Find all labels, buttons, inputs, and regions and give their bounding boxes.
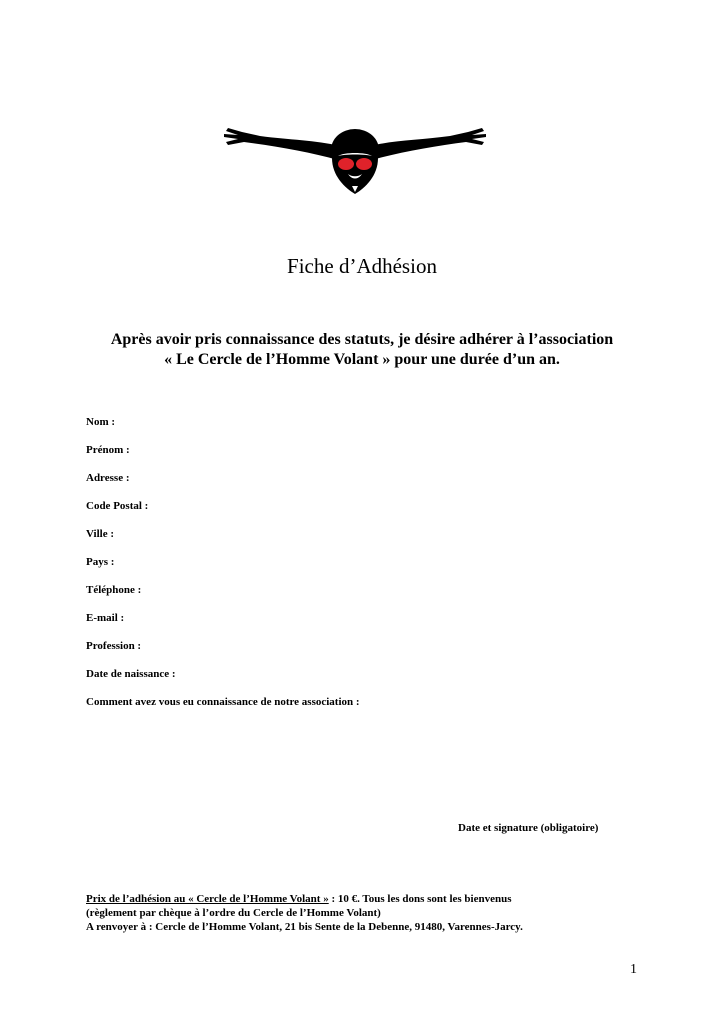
intro-line-1: Après avoir pris connaissance des statuts, je désire adhérer à l’association (110, 331, 614, 348)
intro-statement (0, 330, 724, 370)
return-address: A renvoyer à : Cercle de l’Homme Volant, 21 bis Sente de la Debenne, 91480, Varennes-Jarcy. (86, 921, 523, 933)
field-ville: Ville : (86, 528, 114, 540)
price-label: Prix de l’adhésion au « Cercle de l’Homme Volant » (86, 893, 329, 905)
field-pays: Pays : (86, 556, 115, 568)
field-connaissance: Comment avez vous eu connaissance de notre association : (86, 696, 360, 708)
field-nom: Nom : (86, 416, 116, 428)
page-title: Fiche d’Adhésion (287, 254, 437, 278)
signature-label: Date et signature (obligatoire) (458, 822, 599, 834)
field-telephone: Téléphone : (86, 584, 142, 596)
payment-note: (règlement par chèque à l’ordre du Cercle de l’Homme Volant) (86, 907, 381, 919)
field-date-naissance: Date de naissance : (86, 668, 176, 680)
field-adresse: Adresse : (86, 472, 130, 484)
field-prenom: Prénom : (86, 444, 130, 456)
intro-line-2: « Le Cercle de l’Homme Volant » pour une durée d’un an. (164, 351, 560, 368)
form-fields (86, 414, 360, 722)
price-text: : 10 €. Tous les dons sont les bienvenus (328, 893, 512, 905)
field-code-postal: Code Postal : (86, 500, 149, 512)
footer-price-line (86, 892, 523, 906)
footer (86, 892, 523, 934)
flying-man-logo-icon (220, 118, 490, 198)
field-profession: Profession : (86, 640, 142, 652)
page-number: 1 (630, 962, 637, 977)
field-email: E-mail : (86, 612, 125, 624)
